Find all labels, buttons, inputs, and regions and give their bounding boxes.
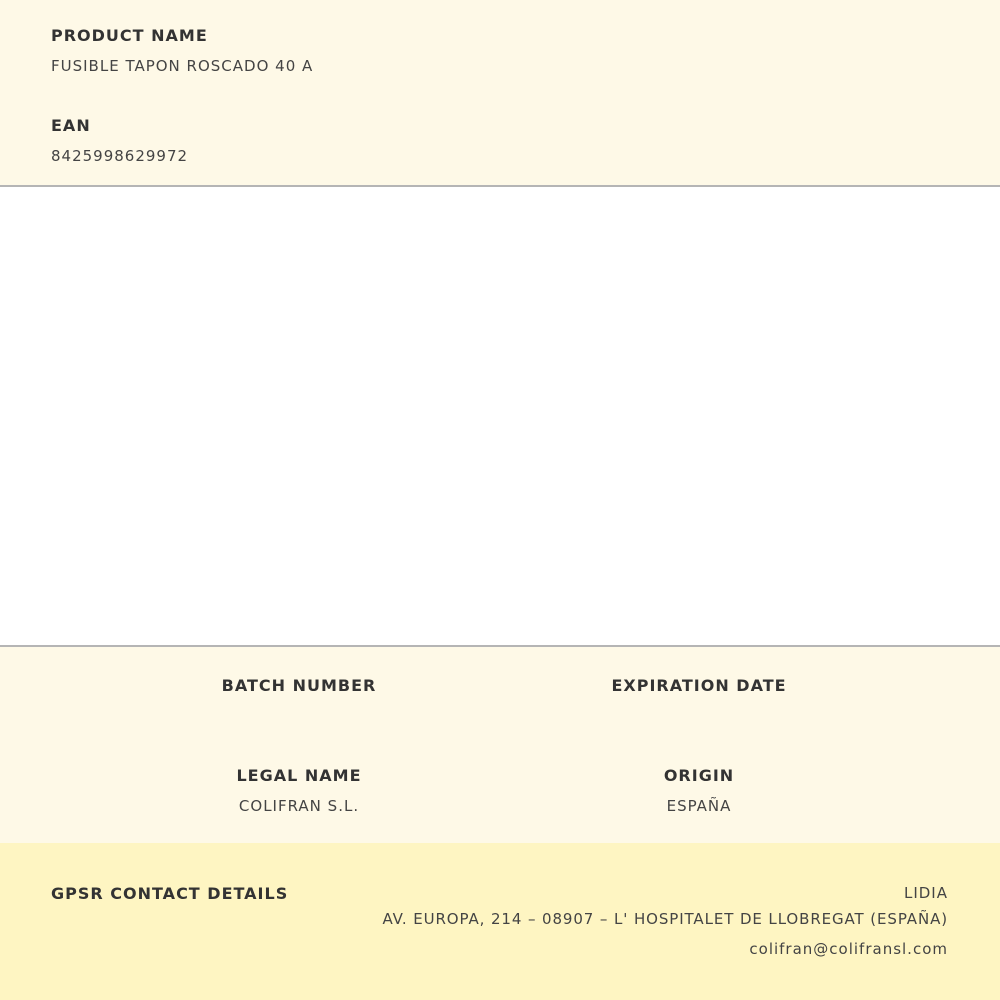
gpsr-email[interactable]: colifran@colifransl.com xyxy=(749,940,948,958)
gpsr-contact-name: LIDIA xyxy=(903,884,948,902)
legal-name-value: COLIFRAN S.L. xyxy=(238,797,360,815)
ean-value: 8425998629972 xyxy=(51,147,189,165)
origin-value: ESPAÑA xyxy=(666,797,732,815)
product-header-section xyxy=(0,0,1000,187)
gpsr-address: AV. EUROPA, 214 – 08907 – L' HOSPITALET DE LLOBREGAT (ESPAÑA) xyxy=(382,910,948,928)
product-name-label: PRODUCT NAME xyxy=(51,26,208,45)
gpsr-contact-label: GPSR CONTACT DETAILS xyxy=(51,884,289,903)
ean-label: EAN xyxy=(51,116,91,135)
batch-number-label: BATCH NUMBER xyxy=(221,676,377,695)
legal-name-label: LEGAL NAME xyxy=(236,766,362,785)
blank-content-area xyxy=(0,187,1000,645)
origin-label: ORIGIN xyxy=(663,766,735,785)
product-details-section xyxy=(0,645,1000,845)
product-name-value: FUSIBLE TAPON ROSCADO 40 A xyxy=(51,57,314,75)
gpsr-contact-section xyxy=(0,843,1000,1000)
expiration-date-label: EXPIRATION DATE xyxy=(611,676,787,695)
